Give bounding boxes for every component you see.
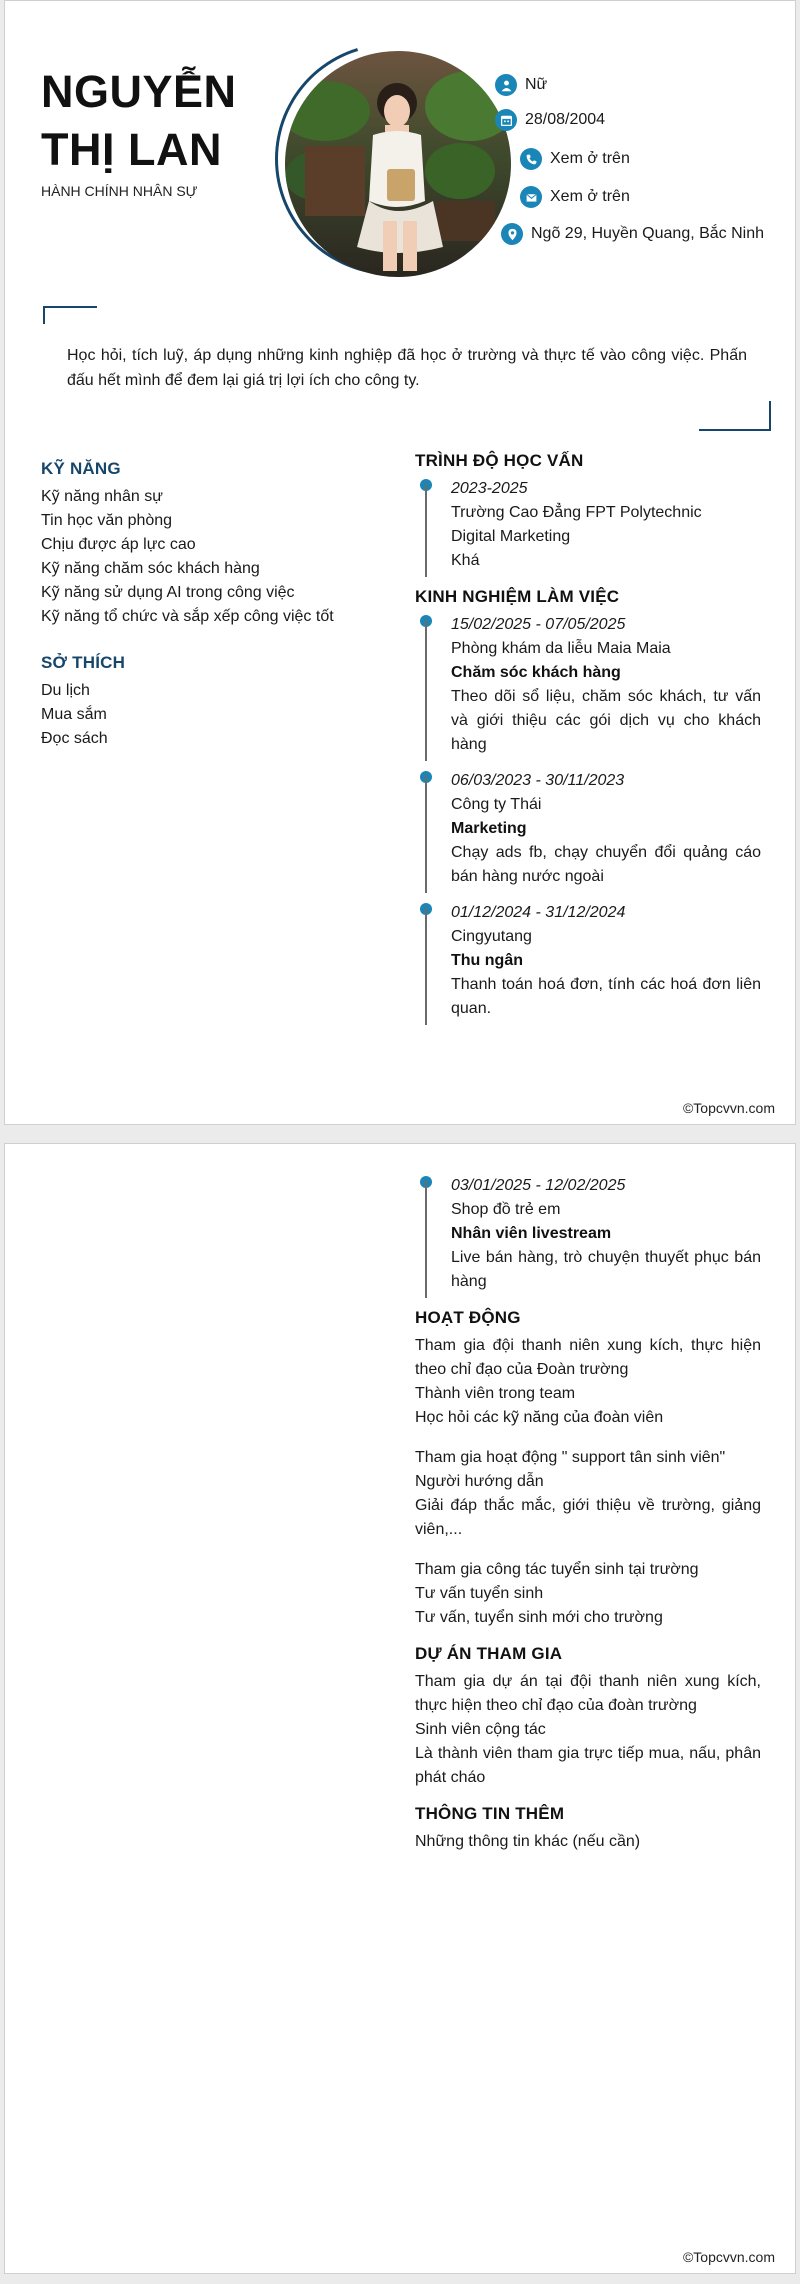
extra-info-title: THÔNG TIN THÊM <box>415 1804 565 1823</box>
gender-text: Nữ <box>525 76 548 93</box>
timeline-line <box>425 619 427 761</box>
activity-line: Tham gia công tác tuyển sinh tại trường <box>415 1561 699 1578</box>
address-text: Ngõ 29, Huyền Quang, Bắc Ninh <box>531 225 765 242</box>
activity-block <box>415 1446 761 1542</box>
education-entry <box>451 477 761 573</box>
contact-dob <box>495 109 605 131</box>
experience-entry <box>451 1174 761 1294</box>
activity-line: Giải đáp thắc mắc, giới thiệu về trường, giảng viên,... <box>415 1497 761 1538</box>
resume-page-1 <box>4 0 796 1125</box>
activity-line: Thành viên trong team <box>415 1385 576 1402</box>
experience-company: Công ty Thái <box>451 796 542 813</box>
hobby-item: Đọc sách <box>41 730 108 747</box>
skills-title: KỸ NĂNG <box>41 459 121 478</box>
person-icon <box>495 74 517 96</box>
decor-bracket-bottom <box>699 401 771 431</box>
experience-entry <box>451 613 761 757</box>
contact-email[interactable] <box>520 186 630 208</box>
timeline-line <box>425 775 427 893</box>
experience-company: Cingyutang <box>451 928 532 945</box>
experience-description: Live bán hàng, trò chuyện thuyết phục bán hàng <box>451 1249 761 1290</box>
experience-date: 15/02/2025 - 07/05/2025 <box>451 616 626 633</box>
experience-timeline <box>415 613 761 1021</box>
left-column <box>41 459 411 751</box>
hobby-item: Mua sắm <box>41 706 107 723</box>
project-line: Tham gia dự án tại đội thanh niên xung kích, thực hiện theo chỉ đạo của đoàn trường <box>415 1673 761 1714</box>
experience-date: 03/01/2025 - 12/02/2025 <box>451 1177 626 1194</box>
contact-address <box>501 223 764 245</box>
hobbies-list <box>41 679 411 751</box>
project-line: Sinh viên cộng tác <box>415 1721 546 1738</box>
skill-item: Tin học văn phòng <box>41 512 173 529</box>
activity-block <box>415 1558 761 1630</box>
education-timeline <box>415 477 761 573</box>
phone-text: Xem ở trên <box>550 150 630 167</box>
education-major: Digital Marketing <box>451 528 571 545</box>
experience-company: Shop đồ trẻ em <box>451 1201 561 1218</box>
footer-brand: ©Topcvvn.com <box>682 1100 775 1116</box>
experience-date: 01/12/2024 - 31/12/2024 <box>451 904 626 921</box>
right-column <box>415 451 761 1033</box>
timeline-line <box>425 1180 427 1298</box>
projects-title: DỰ ÁN THAM GIA <box>415 1644 563 1663</box>
experience-position: Chăm sóc khách hàng <box>451 664 621 681</box>
activity-line: Tham gia hoạt động " support tân sinh viên" <box>415 1449 726 1466</box>
timeline-line <box>425 483 427 577</box>
activity-line: Học hỏi các kỹ năng của đoàn viên <box>415 1409 664 1426</box>
experience-position: Nhân viên livestream <box>451 1225 612 1242</box>
career-objective: Học hỏi, tích luỹ, áp dụng những kinh nghiệp đã học ở trường và thực tế vào công việc. Phấn đấu hết mình để đem lại giá trị lợi ích cho công ty. <box>67 347 747 389</box>
footer-brand: ©Topcvvn.com <box>682 2249 775 2265</box>
experience-description: Theo dõi sổ liệu, chăm sóc khách, tư vấn và giới thiệu các gói dịch vụ cho khách hàng <box>451 688 761 753</box>
education-date: 2023-2025 <box>451 480 528 497</box>
experience-description: Chạy ads fb, chạy chuyển đổi quảng cáo bán hàng nước ngoài <box>451 844 761 885</box>
skill-item: Kỹ năng sử dụng AI trong công việc <box>41 584 295 601</box>
education-title: TRÌNH ĐỘ HỌC VẤN <box>415 451 584 470</box>
activity-line: Tham gia đội thanh niên xung kích, thực hiện theo chỉ đạo của Đoàn trường <box>415 1337 761 1378</box>
activity-line: Tư vấn tuyển sinh <box>415 1585 544 1602</box>
experience-position: Thu ngân <box>451 952 523 969</box>
skill-item: Kỹ năng tổ chức và sắp xếp công việc tốt <box>41 608 334 625</box>
timeline-line <box>425 907 427 1025</box>
job-title: HÀNH CHÍNH NHÂN SỰ <box>41 183 198 199</box>
calendar-icon <box>495 109 517 131</box>
hobby-item: Du lịch <box>41 682 90 699</box>
name-line-1: NGUYỄN <box>41 66 237 117</box>
skills-list <box>41 485 411 629</box>
activity-block <box>415 1334 761 1430</box>
activities-title: HOẠT ĐỘNG <box>415 1308 521 1327</box>
name-line-2: THỊ LAN <box>41 124 222 175</box>
project-line: Là thành viên tham gia trực tiếp mua, nấu, phân phát cháo <box>415 1745 761 1786</box>
experience-continued <box>415 1174 761 1306</box>
phone-icon <box>520 148 542 170</box>
education-school: Trường Cao Đẳng FPT Polytechnic <box>451 504 702 521</box>
page2-column <box>415 1308 761 1854</box>
contact-gender <box>495 74 547 96</box>
resume-page-2 <box>4 1143 796 2274</box>
experience-entry <box>451 901 761 1021</box>
candidate-name <box>41 63 237 179</box>
skill-item: Kỹ năng nhân sự <box>41 488 163 505</box>
avatar <box>285 51 511 277</box>
contact-phone[interactable] <box>520 148 630 170</box>
projects-block <box>415 1670 761 1790</box>
experience-company: Phòng khám da liễu Maia Maia <box>451 640 671 657</box>
email-text: Xem ở trên <box>550 188 630 205</box>
decor-bracket-top <box>43 306 97 324</box>
experience-date: 06/03/2023 - 30/11/2023 <box>451 772 625 789</box>
avatar-photo <box>285 51 511 277</box>
location-icon <box>501 223 523 245</box>
experience-timeline-continued <box>415 1174 761 1294</box>
experience-entry <box>451 769 761 889</box>
activity-line: Người hướng dẫn <box>415 1473 544 1490</box>
experience-title: KINH NGHIỆM LÀM VIỆC <box>415 587 620 606</box>
experience-position: Marketing <box>451 820 527 837</box>
mail-icon <box>520 186 542 208</box>
education-grade: Khá <box>451 552 480 569</box>
activity-line: Tư vấn, tuyển sinh mới cho trường <box>415 1609 663 1626</box>
skill-item: Chịu được áp lực cao <box>41 536 196 553</box>
experience-description: Thanh toán hoá đơn, tính các hoá đơn liên quan. <box>451 976 761 1017</box>
dob-text: 28/08/2004 <box>525 111 606 128</box>
skill-item: Kỹ năng chăm sóc khách hàng <box>41 560 260 577</box>
hobbies-title: SỞ THÍCH <box>41 653 126 672</box>
extra-info-text: Những thông tin khác (nếu cần) <box>415 1833 641 1850</box>
